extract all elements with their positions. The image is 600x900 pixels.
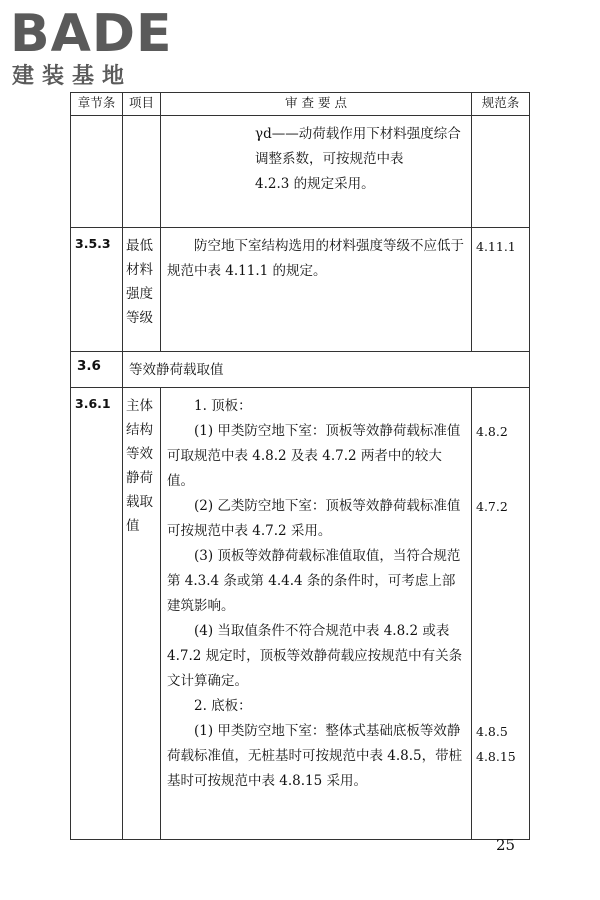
formula-line3: 4.2.3 的规定采用。 (255, 176, 375, 192)
bade-logo (10, 6, 190, 90)
review-table (70, 92, 530, 840)
paragraph: 2. 底板： (194, 698, 252, 714)
spec-ref: 4.8.15 (476, 749, 516, 764)
section-number: 3.6.1 (71, 388, 123, 840)
spec-ref: 4.7.2 (476, 499, 508, 514)
spec-ref: 4.8.5 (476, 724, 508, 739)
paragraph: 1. 顶板： (194, 398, 252, 414)
item-name: 最低材料强度等级 (123, 228, 161, 352)
paragraph: (1) 甲类防空地下室：顶板等效静荷载标准值可取规范中表 4.8.2 及表 4.7.2 两者中的较大值。 (167, 423, 461, 489)
section-number: 3.5.3 (71, 228, 123, 352)
header-item: 项目 (123, 93, 161, 116)
paragraph: (2) 乙类防空地下室：顶板等效静荷载标准值可按规范中表 4.7.2 采用。 (167, 498, 461, 539)
table-row (71, 388, 530, 840)
logo-wordmark: BADE (10, 4, 173, 64)
header-points: 审 查 要 点 (161, 93, 472, 116)
paragraph: (3) 顶板等效静荷载标准值取值，当符合规范第 4.3.4 条或第 4.4.4 条的条件时，可考虑上部建筑影响。 (167, 548, 461, 614)
spec-ref: 4.8.2 (476, 424, 508, 439)
table-header-row (71, 93, 530, 116)
paragraph: (1) 甲类防空地下室：整体式基础底板等效静荷载标准值，无桩基时可按规范中表 4.8.5，带桩基时可按规范中表 4.8.15 采用。 (167, 723, 463, 789)
formula-line2: 调整系数，可按规范中表 (255, 151, 404, 167)
spec-ref: 4.11.1 (472, 228, 530, 352)
logo-subtitle: 建装基地 (12, 64, 133, 89)
section-number: 3.6 (71, 352, 123, 388)
formula-cell (161, 116, 472, 228)
paragraph: (4) 当取值条件不符合规范中表 4.8.2 或表 4.7.2 规定时，顶板等效静荷载应按规范中有关条文计算确定。 (167, 623, 463, 689)
table-row (71, 116, 530, 228)
formula-line1: γd——动荷载作用下材料强度综合 (255, 126, 461, 142)
review-text: 防空地下室结构选用的材料强度等级不应低于规范中表 4.11.1 的规定。 (167, 238, 464, 279)
item-name: 主体结构等效静荷载取值 (123, 388, 161, 840)
page-number: 25 (496, 836, 516, 854)
table-row (71, 352, 530, 388)
table-row (71, 228, 530, 352)
header-ref: 规范条 (472, 93, 530, 116)
section-title: 等效静荷载取值 (123, 352, 530, 388)
header-section: 章节条 (71, 93, 123, 116)
